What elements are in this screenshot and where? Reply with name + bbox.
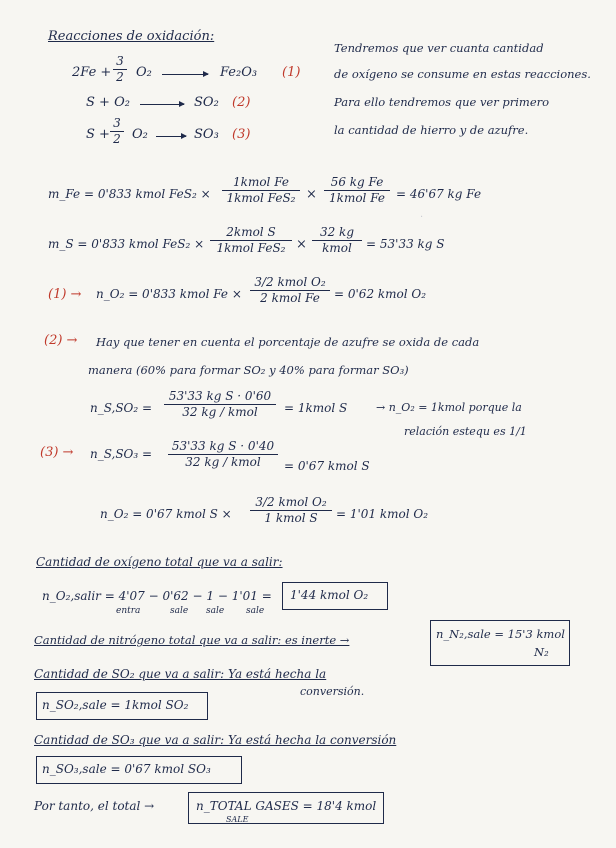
step-3-lhs: n_S,SO₃ = [90,447,153,461]
flow-label: sale [170,606,189,616]
heading: Reacciones de oxidación: [48,29,215,44]
reaction-1-lhs: 2Fe + [72,65,112,80]
m-s-factor-1: 2kmol S 1kmol FeS₂ [210,226,292,255]
total-n2-result: n_N₂,sale = 15'3 kmol [436,627,565,641]
reaction-3-oxygen: O₂ [132,127,148,142]
reaction-3-tag: (3) [232,127,251,142]
times-sign: × [306,187,317,202]
step-1-result: = 0'62 kmol O₂ [334,287,427,301]
flow-label: sale [206,606,225,616]
so3-result: n_SO₃,sale = 0'67 kmol SO₃ [42,762,211,776]
so2-title-continued: conversión. [300,685,365,698]
total-result: n_TOTAL GASES = 18'4 kmol [196,799,377,813]
reaction-1-tag: (1) [282,65,301,80]
flow-label: entra [116,606,141,616]
step-2-text: manera (60% para formar SO₂ y 40% para formar SO₃) [88,363,409,377]
total-o2-expr: n_O₂,salir = 4'07 − 0'62 − 1 − 1'01 = [42,589,272,603]
step-2-relation: relación estequ es 1/1 [404,425,527,438]
reaction-3-coef: $\frac{3}{2}$ [110,117,124,146]
note-line: la cantidad de hierro y de azufre. [334,123,529,137]
m-fe-result: = 46'67 kg Fe [396,187,482,201]
step-3-o2-factor: 3/2 kmol O₂ 1 kmol S [250,496,332,525]
reaction-2-product: SO₂ [194,95,219,110]
m-s-result: = 53'33 kg S [366,237,445,251]
m-s-factor-2: 32 kg kmol [312,226,362,255]
step-2-tag: (2) → [44,333,78,348]
bleed-through: · [420,212,424,223]
m-fe-factor-1: 1kmol Fe 1kmol FeS₂ [222,176,300,205]
so2-title: Cantidad de SO₂ que va a salir: Ya está hecha la [34,667,327,681]
step-1-lhs: n_O₂ = 0'833 kmol Fe × [96,287,242,301]
so2-result: n_SO₂,sale = 1kmol SO₂ [42,698,189,712]
total-o2-title: Cantidad de oxígeno total que va a salir: [36,555,283,569]
total-n2-title: Cantidad de nitrógeno total que va a salir: es inerte → [34,633,350,647]
step-2-result: = 1kmol S [284,401,348,415]
reaction-1-coef: $\frac{3}{2}$ [113,55,127,84]
reaction-1-product: Fe₂O₃ [220,65,258,80]
m-fe-factor-2: 56 kg Fe 1kmol Fe [324,176,390,205]
step-3-factor: 53'33 kg S · 0'40 32 kg / kmol [168,440,278,469]
m-s-lhs: m_S = 0'833 kmol FeS₂ × [48,237,205,251]
reaction-2-lhs: S + O₂ [86,95,130,110]
m-fe-lhs: m_Fe = 0'833 kmol FeS₂ × [48,187,211,201]
step-3-o2-result: = 1'01 kmol O₂ [336,507,429,521]
step-2-arrow-note: → n_O₂ = 1kmol porque la [376,401,522,414]
flow-label: sale [246,606,265,616]
step-1-factor: 3/2 kmol O₂ 2 kmol Fe [250,276,330,305]
reaction-1-oxygen: O₂ [136,65,152,80]
times-sign: × [296,237,307,252]
step-3-o2-lhs: n_O₂ = 0'67 kmol S × [100,507,232,521]
reaction-arrow [162,74,208,75]
step-3-tag: (3) → [40,445,74,460]
reaction-arrow [140,104,184,105]
reaction-3-product: SO₃ [194,127,219,142]
step-3-result: = 0'67 kmol S [284,459,370,473]
note-line: Tendremos que ver cuanta cantidad [334,41,544,55]
step-2-lhs: n_S,SO₂ = [90,401,153,415]
step-2-text: Hay que tener en cuenta el porcentaje de azufre se oxida de cada [96,335,480,349]
step-1-tag: (1) → [48,287,82,302]
reaction-3-lhs: S + [86,127,110,142]
total-n2-species: N₂ [534,645,549,659]
total-sub-label: SALE [226,815,249,824]
so3-title: Cantidad de SO₃ que va a salir: Ya está hecha la conversión [34,733,397,747]
reaction-2-tag: (2) [232,95,251,110]
note-line: de oxígeno se consume en estas reacciones. [334,67,591,81]
note-line: Para ello tendremos que ver primero [334,95,550,109]
total-prefix: Por tanto, el total → [34,799,155,813]
total-o2-result: 1'44 kmol O₂ [290,588,369,602]
step-2-factor: 53'33 kg S · 0'60 32 kg / kmol [164,390,276,419]
reaction-arrow [156,136,186,137]
